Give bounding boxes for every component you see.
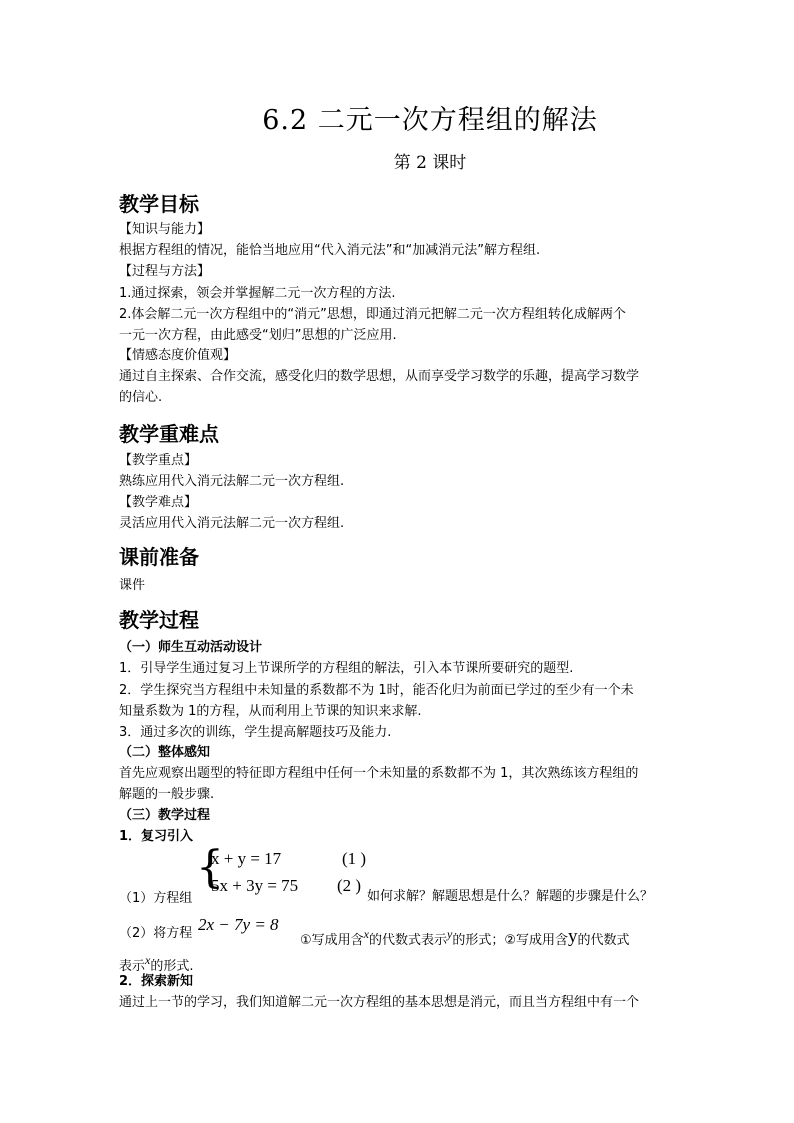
equation-1-label: (1 )	[342, 849, 367, 868]
process-item-1: 1.通过探索，领会并掌握解二元一次方程的方法.	[119, 286, 396, 301]
part2-text-b: 解题的一般步骤.	[119, 787, 215, 802]
question-2-prefix: （2）将方程	[119, 926, 193, 941]
question-1-prefix: （1）方程组	[119, 891, 193, 906]
section-heading-key-points: 教学重难点	[119, 422, 219, 446]
system-brace: {	[196, 842, 224, 893]
focus-text: 熟练应用代入消元法解二元一次方程组.	[119, 474, 345, 489]
preparation-text: 课件	[119, 578, 146, 593]
section-heading-preparation: 课前准备	[119, 545, 199, 569]
process-item-2b: 一元一次方程，由此感受“划归”思想的广泛应用.	[119, 328, 397, 343]
focus-tag: 【教学重点】	[119, 453, 198, 468]
equation-2: 5x + 3y = 75	[211, 876, 299, 895]
step1-title: 1．复习引入	[119, 829, 194, 844]
difficulty-text: 灵活应用代入消元法解二元一次方程组.	[119, 516, 345, 531]
section-heading-process: 教学过程	[119, 608, 199, 632]
part1-item-2a: 2．学生探究当方程组中未知量的系数都不为 1时，能否化归为前面已学过的至少有一个未	[119, 683, 634, 698]
page-title: 6.2 二元一次方程组的解法	[262, 105, 598, 136]
step2-title: 2．探索新知	[119, 974, 194, 989]
process-item-2a: 2.体会解二元一次方程组中的“消元”思想，即通过消元把解二元一次方程组转化成解两个	[119, 307, 626, 322]
part3-title: （三）教学过程	[119, 808, 211, 823]
knowledge-tag: 【知识与能力】	[119, 222, 211, 237]
part1-title: （一）师生互动活动设计	[119, 640, 263, 655]
question-1-suffix: 如何求解？解题思想是什么？解题的步骤是什么？	[367, 889, 654, 904]
var-x-2: x	[145, 953, 151, 967]
part2-title: （二）整体感知	[119, 745, 211, 760]
var-x: x	[363, 927, 369, 941]
question-2-body: ①写成用含x的代数式表示y的形式；②写成用含y的代数式	[300, 926, 630, 948]
equation-2-label: (2 )	[337, 876, 362, 895]
equation-1: x + y = 17	[211, 849, 282, 868]
part1-item-1: 1．引导学生通过复习上节课所学的方程组的解法，引入本节课所要研究的题型.	[119, 661, 574, 676]
part1-item-3: 3．通过多次的训练，学生提高解题技巧及能力.	[119, 725, 392, 740]
process-tag: 【过程与方法】	[119, 264, 211, 279]
var-y-upright: y	[567, 926, 578, 947]
var-y: y	[447, 927, 453, 941]
question-2-equation: 2x − 7y = 8	[198, 915, 279, 934]
emotion-text-a: 通过自主探索、合作交流，感受化归的数学思想，从而享受学习数学的乐趣，提高学习数学	[119, 369, 640, 384]
part1-item-2b: 知量系数为 1的方程，从而利用上节课的知识来求解.	[119, 704, 422, 719]
part2-text-a: 首先应观察出题型的特征即方程组中任何一个未知量的系数都不为 1，其次熟练该方程组的	[119, 766, 639, 781]
emotion-text-b: 的信心.	[119, 390, 163, 405]
difficulty-tag: 【教学难点】	[119, 495, 198, 510]
step2-text: 通过上一节的学习，我们知道解二元一次方程组的基本思想是消元，而且当方程组中有一个	[119, 995, 640, 1010]
emotion-tag: 【情感态度价值观】	[119, 348, 237, 363]
section-heading-objectives: 教学目标	[119, 192, 199, 216]
page-subtitle: 第 2 课时	[393, 153, 467, 173]
question-2-line2: 表示x的形式.	[119, 953, 194, 974]
knowledge-text: 根据方程组的情况，能恰当地应用“代入消元法”和“加减消元法”解方程组.	[119, 243, 541, 258]
